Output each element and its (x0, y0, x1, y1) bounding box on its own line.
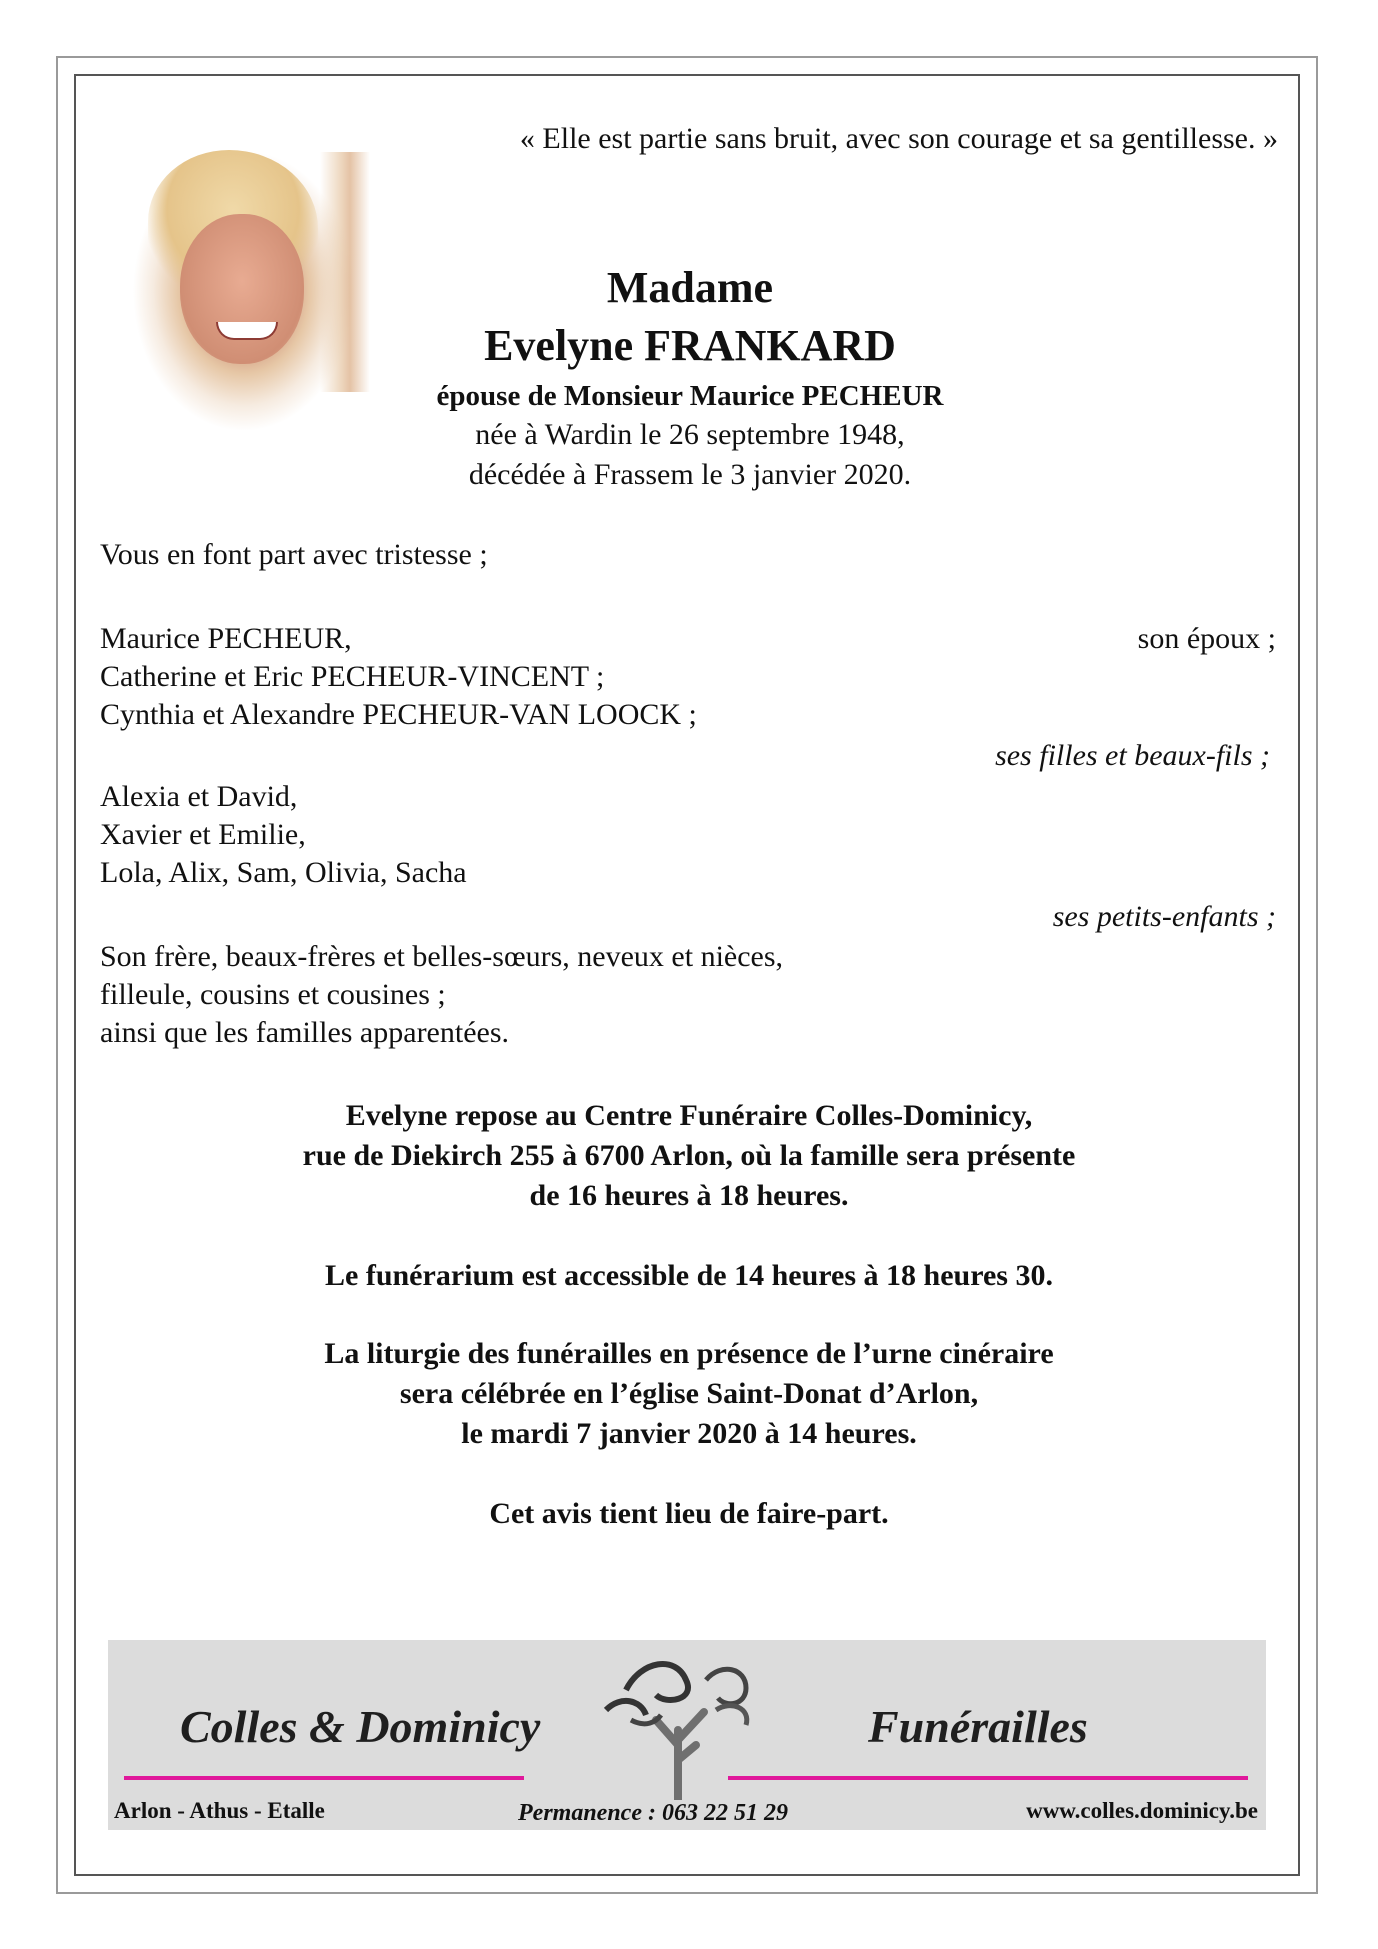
relatives-line: Son frère, beaux-frères et belles-sœurs, neveux et nièces, (100, 940, 784, 973)
deceased-name: Evelyne FRANKARD (484, 321, 896, 370)
spouse-line: épouse de Monsieur Maurice PECHEUR (436, 380, 944, 412)
grandchild-line: Xavier et Emilie, (100, 818, 306, 851)
brand-tagline: Funérailles (868, 1701, 1088, 1752)
grandchildren-role: ses petits-enfants ; (1052, 900, 1276, 933)
epigraph-quote: « Elle est partie sans bruit, avec son courage et sa gentillesse. » (519, 122, 1278, 155)
closing-line: Cet avis tient lieu de faire-part. (489, 1497, 889, 1530)
brand-name: Colles & Dominicy (180, 1701, 541, 1752)
repose-block: Evelyne repose au Centre Funéraire Colles-Dominicy, rue de Diekirch 255 à 6700 Arlon, où la famille sera présente de 16 heures à 18 heures. (302, 1099, 1076, 1212)
spouse-role: son époux ; (1137, 622, 1276, 655)
spouse-name: Maurice PECHEUR, (100, 622, 352, 655)
liturgy-block: La liturgie des funérailles en présence de l’urne cinéraire sera célébrée en l’église Saint-Donat d’Arlon, le mardi 7 janvier 2020 à 14 heures. (324, 1337, 1054, 1450)
children-role: ses filles et beaux-fils ; (995, 739, 1270, 772)
birth-line: née à Wardin le 26 septembre 1948, (475, 418, 905, 451)
funeral-home-banner (108, 1640, 1266, 1830)
child-line: Catherine et Eric PECHEUR-VINCENT ; (100, 660, 605, 693)
child-line: Cynthia et Alexandre PECHEUR-VAN LOOCK ; (100, 698, 697, 731)
death-line: décédée à Frassem le 3 janvier 2020. (468, 458, 912, 491)
pink-divider (728, 1776, 1248, 1780)
salutation: Madame (606, 263, 774, 312)
phone-line: Permanence : 063 22 51 29 (518, 1800, 788, 1826)
grandchild-line: Lola, Alix, Sam, Olivia, Sacha (100, 856, 467, 889)
relatives-line: filleule, cousins et cousines ; (100, 978, 446, 1011)
relatives-line: ainsi que les familles apparentées. (100, 1016, 510, 1049)
locations: Arlon - Athus - Etalle (114, 1798, 325, 1823)
pink-divider (124, 1776, 524, 1780)
portrait-photo (118, 132, 380, 450)
intro-line: Vous en font part avec tristesse ; (100, 538, 488, 571)
funerarium-hours: Le funérarium est accessible de 14 heures à 18 heures 30. (325, 1259, 1053, 1292)
website-link[interactable]: www.colles.dominicy.be (1026, 1798, 1258, 1823)
grandchild-line: Alexia et David, (100, 780, 298, 813)
